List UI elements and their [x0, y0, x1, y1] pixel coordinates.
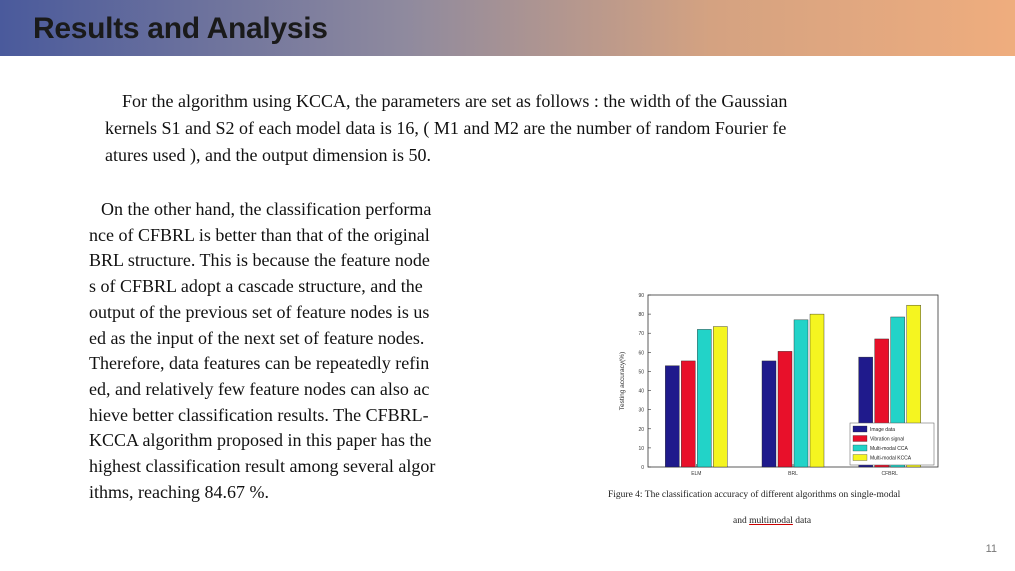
x-tick-label: CFBRL — [881, 471, 898, 477]
legend-swatch — [853, 426, 867, 432]
analysis-line: s of CFBRL adopt a cascade structure, and the — [89, 276, 423, 297]
intro-paragraph — [105, 88, 925, 169]
caption-underlined-word: multimodal — [749, 516, 793, 526]
legend-label: Multi-modal KCCA — [870, 455, 912, 462]
analysis-line: Therefore, data features can be repeatedly refin — [89, 353, 430, 374]
bar-brl-1 — [778, 351, 792, 467]
legend-label: Vibration signal — [870, 436, 905, 443]
intro-line: atures used ), and the output dimension is 50. — [105, 145, 431, 165]
slide-title: Results and Analysis — [33, 12, 328, 45]
y-tick-label: 50 — [638, 369, 644, 376]
y-tick-label: 90 — [638, 293, 644, 299]
bar-elm-1 — [681, 361, 695, 467]
x-tick-label: BRL — [788, 471, 798, 477]
figure-caption: Figure 4: The classification accuracy of different algorithms on single-modal — [608, 490, 901, 500]
bar-elm-0 — [665, 366, 679, 467]
caption-prefix: and — [733, 516, 750, 526]
y-tick-label: 70 — [638, 331, 644, 338]
y-axis-label: Testing accuracy(%) — [619, 351, 626, 411]
analysis-line: KCCA algorithm proposed in this paper has the — [89, 430, 432, 451]
analysis-line: BRL structure. This is because the feature node — [89, 250, 430, 271]
analysis-line: ithms, reaching 84.67 %. — [89, 481, 269, 502]
accuracy-chart-svg — [612, 283, 952, 483]
y-tick-label: 60 — [638, 350, 644, 357]
legend-label: Image data — [870, 427, 896, 434]
accuracy-chart — [612, 283, 952, 483]
y-tick-label: 20 — [638, 426, 644, 433]
legend-swatch — [853, 455, 867, 461]
bar-brl-2 — [794, 320, 808, 467]
intro-line: kernels S1 and S2 of each model data is 16, ( M1 and M2 are the number of random Fourier fe — [105, 118, 787, 138]
bar-brl-0 — [762, 361, 776, 467]
legend-swatch — [853, 436, 867, 442]
analysis-line: hieve better classification results. The CFBRL- — [89, 404, 429, 425]
analysis-line: ed, and relatively few feature nodes can also ac — [89, 378, 430, 399]
analysis-line: output of the previous set of feature nodes is us — [89, 301, 430, 322]
x-tick-label: ELM — [691, 471, 702, 477]
bar-elm-2 — [697, 329, 711, 467]
y-tick-label: 40 — [638, 388, 644, 395]
analysis-line: On the other hand, the classification performa — [101, 199, 432, 219]
intro-line: For the algorithm using KCCA, the parameters are set as follows : the width of the Gaussian — [122, 91, 788, 111]
caption-suffix: data — [792, 516, 812, 526]
y-tick-label: 10 — [638, 445, 644, 452]
bar-elm-3 — [713, 327, 727, 467]
figure-caption-line2 — [733, 516, 811, 526]
analysis-paragraph — [89, 197, 509, 505]
legend-swatch — [853, 445, 867, 451]
analysis-line: highest classification result among several algor — [89, 456, 436, 477]
y-tick-label: 30 — [638, 407, 644, 414]
analysis-line: ed as the input of the next set of feature nodes. — [89, 327, 425, 348]
y-tick-label: 80 — [638, 312, 644, 319]
bar-brl-3 — [810, 314, 824, 467]
y-tick-label: 0 — [641, 465, 644, 471]
analysis-line: nce of CFBRL is better than that of the original — [89, 224, 430, 245]
legend-label: Multi-modal CCA — [870, 446, 908, 453]
page-number: 11 — [985, 543, 997, 555]
